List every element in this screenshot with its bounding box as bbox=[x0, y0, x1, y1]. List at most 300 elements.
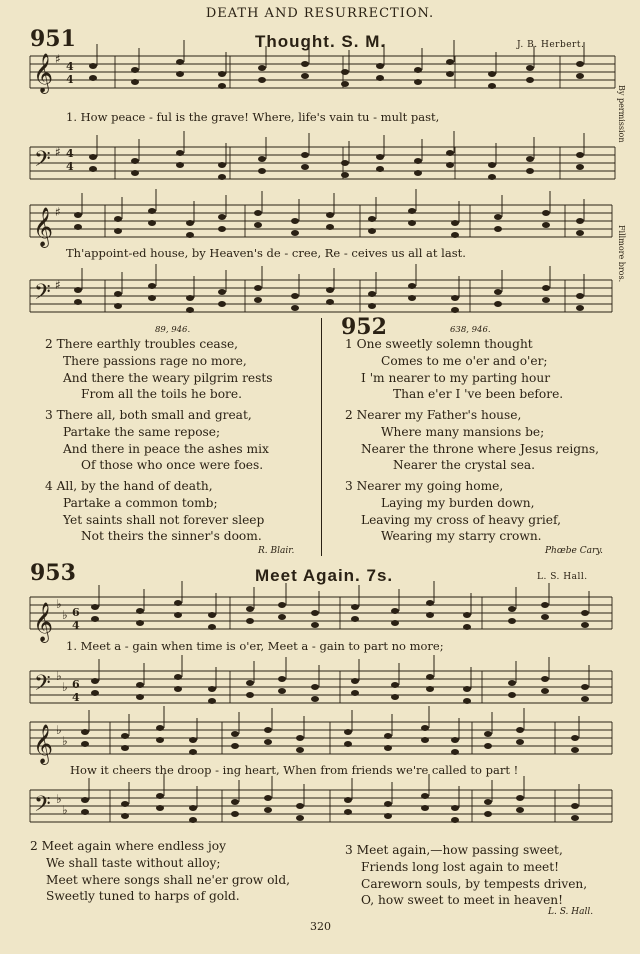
time-signature: 4 bbox=[72, 691, 80, 704]
note-head bbox=[136, 620, 144, 626]
note-head bbox=[488, 83, 496, 89]
note-head bbox=[463, 698, 471, 704]
note-head bbox=[148, 220, 156, 226]
verse-line: O, how sweet to meet in heaven! bbox=[361, 893, 564, 908]
note-head bbox=[451, 737, 459, 743]
note-head bbox=[89, 154, 97, 160]
time-signature: 6 bbox=[72, 606, 80, 619]
note-head bbox=[384, 733, 392, 739]
time-signature: 4 bbox=[66, 160, 74, 173]
hymn-951-title: Thought. S. M. bbox=[255, 32, 387, 51]
note-head bbox=[131, 158, 139, 164]
flat-icon: ♭ bbox=[56, 723, 62, 737]
note-head bbox=[581, 622, 589, 628]
note-head bbox=[463, 612, 471, 618]
hymn-952-attribution: Phœbe Cary. bbox=[545, 546, 604, 556]
note-head bbox=[341, 69, 349, 75]
note-head bbox=[484, 743, 492, 749]
note-head bbox=[296, 815, 304, 821]
hymn-952-number: 952 bbox=[341, 314, 387, 340]
verse-line: Partake a common tomb; bbox=[63, 495, 218, 510]
bass-clef-icon: 𝄢 bbox=[34, 792, 51, 822]
note-head bbox=[91, 616, 99, 622]
treble-clef-icon: 𝄞 bbox=[33, 53, 54, 93]
note-head bbox=[311, 622, 319, 628]
verse-line: Nearer the crystal sea. bbox=[393, 458, 536, 473]
note-head bbox=[136, 608, 144, 614]
note-head bbox=[81, 741, 89, 747]
note-head bbox=[246, 606, 254, 612]
note-head bbox=[581, 610, 589, 616]
note-head bbox=[451, 817, 459, 823]
note-head bbox=[344, 741, 352, 747]
note-head bbox=[414, 67, 422, 73]
note-head bbox=[176, 71, 184, 77]
note-head bbox=[176, 150, 184, 156]
note-head bbox=[344, 729, 352, 735]
sharp-icon: ♯ bbox=[55, 52, 61, 66]
note-head bbox=[218, 162, 226, 168]
note-head bbox=[526, 156, 534, 162]
note-head bbox=[581, 696, 589, 702]
note-head bbox=[186, 295, 194, 301]
staff-951-1-treble bbox=[30, 56, 615, 88]
hymn-953-attribution: L. S. Hall. bbox=[548, 907, 594, 917]
hymn-952-verse-2 bbox=[345, 407, 599, 474]
note-head bbox=[148, 295, 156, 301]
note-head bbox=[148, 208, 156, 214]
note-head bbox=[291, 293, 299, 299]
verse-line: There passions rage no more, bbox=[63, 353, 247, 368]
note-head bbox=[91, 678, 99, 684]
note-head bbox=[576, 152, 584, 158]
note-head bbox=[408, 208, 416, 214]
note-head bbox=[246, 618, 254, 624]
note-head bbox=[484, 799, 492, 805]
time-signature: 4 bbox=[66, 73, 74, 86]
note-head bbox=[446, 150, 454, 156]
note-head bbox=[121, 745, 129, 751]
note-head bbox=[426, 674, 434, 680]
note-head bbox=[218, 174, 226, 180]
note-head bbox=[264, 739, 272, 745]
note-head bbox=[542, 222, 550, 228]
hymn-953-lyric-1: 1. Meet a - gain when time is o'er, Meet a - gain to part no more; bbox=[66, 639, 444, 653]
time-signature: 4 bbox=[66, 147, 74, 160]
note-head bbox=[258, 156, 266, 162]
note-head bbox=[368, 228, 376, 234]
verse-line: Than e'er I 've been before. bbox=[393, 387, 564, 402]
note-head bbox=[81, 797, 89, 803]
hymn-951-ref: 89, 946. bbox=[155, 325, 191, 335]
note-head bbox=[541, 688, 549, 694]
note-head bbox=[581, 684, 589, 690]
note-head bbox=[264, 807, 272, 813]
note-head bbox=[258, 65, 266, 71]
hymn-951-verse-4 bbox=[45, 478, 264, 545]
note-head bbox=[311, 684, 319, 690]
staff-953-2-treble bbox=[30, 722, 612, 754]
hymn-953-composer: L. S. Hall. bbox=[537, 572, 588, 582]
note-head bbox=[526, 65, 534, 71]
note-head bbox=[576, 61, 584, 67]
note-head bbox=[541, 614, 549, 620]
note-head bbox=[231, 731, 239, 737]
note-head bbox=[291, 230, 299, 236]
note-head bbox=[508, 692, 516, 698]
verse-line: Where many mansions be; bbox=[381, 424, 545, 439]
note-head bbox=[391, 620, 399, 626]
bass-clef-icon: 𝄢 bbox=[34, 671, 51, 701]
note-head bbox=[301, 73, 309, 79]
note-head bbox=[254, 285, 262, 291]
note-head bbox=[576, 164, 584, 170]
time-signature: 4 bbox=[72, 619, 80, 632]
note-head bbox=[484, 811, 492, 817]
hymn-952-verse-3 bbox=[345, 478, 561, 545]
section-header: DEATH AND RESURRECTION. bbox=[205, 6, 435, 21]
note-head bbox=[368, 291, 376, 297]
note-head bbox=[542, 297, 550, 303]
note-head bbox=[488, 174, 496, 180]
note-head bbox=[351, 616, 359, 622]
note-head bbox=[376, 63, 384, 69]
note-head bbox=[368, 216, 376, 222]
note-head bbox=[291, 305, 299, 311]
hymn-951-verse-3 bbox=[45, 407, 269, 474]
note-head bbox=[174, 686, 182, 692]
note-head bbox=[384, 801, 392, 807]
note-head bbox=[174, 612, 182, 618]
flat-icon: ♭ bbox=[62, 608, 68, 622]
hymn-951-lyric-2: Th'appoint-ed house, by Heaven's de - cree, Re - ceives us all at last. bbox=[66, 246, 466, 260]
note-head bbox=[81, 809, 89, 815]
note-head bbox=[421, 737, 429, 743]
note-head bbox=[89, 166, 97, 172]
note-head bbox=[571, 747, 579, 753]
note-head bbox=[131, 79, 139, 85]
note-head bbox=[376, 154, 384, 160]
note-head bbox=[494, 301, 502, 307]
note-head bbox=[114, 303, 122, 309]
note-head bbox=[278, 614, 286, 620]
note-head bbox=[451, 295, 459, 301]
note-head bbox=[571, 815, 579, 821]
note-head bbox=[218, 226, 226, 232]
hymn-951-verse-2 bbox=[45, 336, 273, 403]
note-head bbox=[121, 733, 129, 739]
note-head bbox=[408, 220, 416, 226]
note-head bbox=[311, 696, 319, 702]
note-head bbox=[384, 745, 392, 751]
verse-line: 2 There earthly troubles cease, bbox=[45, 337, 239, 351]
note-head bbox=[494, 214, 502, 220]
note-head bbox=[414, 158, 422, 164]
note-head bbox=[426, 600, 434, 606]
note-head bbox=[326, 224, 334, 230]
verse-line: Of those who once were foes. bbox=[81, 458, 264, 473]
note-head bbox=[446, 162, 454, 168]
note-head bbox=[414, 79, 422, 85]
note-head bbox=[278, 676, 286, 682]
treble-clef-icon: 𝄞 bbox=[33, 207, 54, 247]
note-head bbox=[176, 162, 184, 168]
note-head bbox=[576, 218, 584, 224]
note-head bbox=[344, 797, 352, 803]
note-head bbox=[488, 71, 496, 77]
flat-icon: ♭ bbox=[62, 803, 68, 817]
note-head bbox=[301, 152, 309, 158]
note-head bbox=[494, 226, 502, 232]
note-head bbox=[384, 813, 392, 819]
verse-line: Leaving my cross of heavy grief, bbox=[361, 512, 561, 527]
verse-line: Friends long lost again to meet! bbox=[361, 859, 560, 874]
note-head bbox=[136, 682, 144, 688]
note-head bbox=[326, 287, 334, 293]
note-head bbox=[414, 170, 422, 176]
note-head bbox=[376, 75, 384, 81]
note-head bbox=[542, 285, 550, 291]
note-head bbox=[571, 735, 579, 741]
note-head bbox=[208, 624, 216, 630]
note-head bbox=[426, 612, 434, 618]
note-head bbox=[296, 747, 304, 753]
hymn-952-verse-1 bbox=[345, 336, 563, 403]
note-head bbox=[189, 805, 197, 811]
note-head bbox=[508, 606, 516, 612]
note-head bbox=[91, 690, 99, 696]
note-head bbox=[258, 77, 266, 83]
hymn-953-verse-2 bbox=[30, 838, 290, 905]
note-head bbox=[189, 737, 197, 743]
verse-line: Wearing my starry crown. bbox=[381, 529, 542, 544]
note-head bbox=[131, 67, 139, 73]
note-head bbox=[351, 690, 359, 696]
note-head bbox=[451, 220, 459, 226]
note-head bbox=[494, 289, 502, 295]
note-head bbox=[516, 739, 524, 745]
note-head bbox=[189, 817, 197, 823]
note-head bbox=[254, 297, 262, 303]
note-head bbox=[446, 59, 454, 65]
verse-line: Meet where songs shall ne'er grow old, bbox=[46, 872, 290, 887]
sharp-icon: ♯ bbox=[55, 278, 61, 292]
note-head bbox=[264, 795, 272, 801]
flat-icon: ♭ bbox=[56, 792, 62, 806]
staff-951-1-bass bbox=[30, 147, 615, 179]
note-head bbox=[218, 301, 226, 307]
note-head bbox=[218, 289, 226, 295]
note-head bbox=[341, 160, 349, 166]
note-head bbox=[186, 220, 194, 226]
staff-953-1-bass bbox=[30, 671, 612, 703]
note-head bbox=[264, 727, 272, 733]
hymn-951-attribution: R. Blair. bbox=[258, 546, 295, 556]
verse-line: Not theirs the sinner's doom. bbox=[81, 529, 262, 544]
verse-line: 3 There all, both small and great, bbox=[45, 408, 252, 422]
note-head bbox=[301, 164, 309, 170]
hymn-953-number: 953 bbox=[30, 560, 76, 586]
note-head bbox=[421, 725, 429, 731]
note-head bbox=[408, 295, 416, 301]
permission-note: By permission bbox=[617, 85, 626, 143]
verse-line: Laying my burden down, bbox=[381, 495, 535, 510]
time-signature: 6 bbox=[72, 678, 80, 691]
column-divider bbox=[321, 318, 322, 556]
note-head bbox=[451, 805, 459, 811]
note-head bbox=[541, 602, 549, 608]
note-head bbox=[351, 604, 359, 610]
verse-line: We shall taste without alloy; bbox=[46, 855, 221, 870]
note-head bbox=[176, 59, 184, 65]
note-head bbox=[341, 81, 349, 87]
note-head bbox=[516, 795, 524, 801]
note-head bbox=[421, 805, 429, 811]
hymn-951-composer: J. B. Herbert. bbox=[517, 40, 585, 50]
note-head bbox=[114, 228, 122, 234]
verse-line: 2 Meet again where endless joy bbox=[30, 839, 227, 853]
note-head bbox=[341, 172, 349, 178]
treble-clef-icon: 𝄞 bbox=[33, 602, 54, 642]
note-head bbox=[231, 799, 239, 805]
hymn-953-title: Meet Again. 7s. bbox=[255, 566, 394, 585]
note-head bbox=[376, 166, 384, 172]
hymn-953-verse-3 bbox=[345, 842, 587, 909]
note-head bbox=[278, 602, 286, 608]
note-head bbox=[121, 801, 129, 807]
note-head bbox=[246, 680, 254, 686]
verse-line: Careworn souls, by tempests driven, bbox=[361, 876, 588, 891]
note-head bbox=[516, 807, 524, 813]
verse-line: And there the weary pilgrim rests bbox=[63, 370, 273, 385]
verse-line: I 'm nearer to my parting hour bbox=[361, 370, 551, 385]
note-head bbox=[114, 291, 122, 297]
verse-line: 3 Nearer my going home, bbox=[345, 479, 504, 493]
note-head bbox=[148, 283, 156, 289]
note-head bbox=[174, 674, 182, 680]
time-signature: 4 bbox=[66, 60, 74, 73]
treble-clef-icon: 𝄞 bbox=[33, 724, 54, 764]
note-head bbox=[576, 305, 584, 311]
note-head bbox=[114, 216, 122, 222]
note-head bbox=[156, 805, 164, 811]
note-head bbox=[576, 73, 584, 79]
note-head bbox=[391, 682, 399, 688]
note-head bbox=[131, 170, 139, 176]
note-head bbox=[463, 686, 471, 692]
note-head bbox=[186, 307, 194, 313]
sharp-icon: ♯ bbox=[55, 205, 61, 219]
verse-line: Sweetly tuned to harps of gold. bbox=[46, 889, 240, 904]
note-head bbox=[136, 694, 144, 700]
note-head bbox=[526, 77, 534, 83]
note-head bbox=[446, 71, 454, 77]
note-head bbox=[208, 698, 216, 704]
verse-line: 2 Nearer my Father's house, bbox=[345, 408, 522, 422]
note-head bbox=[326, 299, 334, 305]
note-head bbox=[231, 743, 239, 749]
note-head bbox=[254, 210, 262, 216]
note-head bbox=[542, 210, 550, 216]
note-head bbox=[156, 737, 164, 743]
note-head bbox=[156, 793, 164, 799]
bass-clef-icon: 𝄢 bbox=[34, 147, 51, 177]
note-head bbox=[218, 83, 226, 89]
note-head bbox=[391, 608, 399, 614]
note-head bbox=[508, 618, 516, 624]
note-head bbox=[189, 749, 197, 755]
note-head bbox=[208, 686, 216, 692]
note-head bbox=[174, 600, 182, 606]
flat-icon: ♭ bbox=[62, 734, 68, 748]
note-head bbox=[186, 232, 194, 238]
note-head bbox=[451, 749, 459, 755]
hymn-951-lyric-1: 1. How peace - ful is the grave! Where, life's vain tu - mult past, bbox=[66, 110, 440, 124]
verse-line: Comes to me o'er and o'er; bbox=[381, 353, 548, 368]
staff-953-2-bass bbox=[30, 790, 612, 822]
note-head bbox=[231, 811, 239, 817]
note-head bbox=[91, 604, 99, 610]
hymn-952-ref: 638, 946. bbox=[450, 325, 491, 335]
note-head bbox=[74, 299, 82, 305]
note-head bbox=[351, 678, 359, 684]
verse-line: 4 All, by the hand of death, bbox=[45, 479, 213, 493]
note-head bbox=[426, 686, 434, 692]
note-head bbox=[156, 725, 164, 731]
hymn-951-number: 951 bbox=[30, 26, 76, 52]
note-head bbox=[278, 688, 286, 694]
flat-icon: ♭ bbox=[62, 680, 68, 694]
verse-line: And there in peace the ashes mix bbox=[63, 441, 269, 456]
sharp-icon: ♯ bbox=[55, 145, 61, 159]
hymn-953-lyric-2: How it cheers the droop - ing heart, When from friends we're called to part ! bbox=[70, 763, 519, 777]
page-number: 320 bbox=[310, 920, 331, 933]
note-head bbox=[74, 287, 82, 293]
publisher-note: Fillmore bros. bbox=[617, 225, 626, 283]
staff-953-1-treble bbox=[30, 597, 612, 629]
note-head bbox=[301, 61, 309, 67]
note-head bbox=[121, 813, 129, 819]
note-head bbox=[254, 222, 262, 228]
verse-line: 1 One sweetly solemn thought bbox=[345, 337, 533, 351]
flat-icon: ♭ bbox=[56, 597, 62, 611]
note-head bbox=[451, 232, 459, 238]
note-head bbox=[326, 212, 334, 218]
note-head bbox=[258, 168, 266, 174]
note-head bbox=[541, 676, 549, 682]
note-head bbox=[296, 803, 304, 809]
flat-icon: ♭ bbox=[56, 669, 62, 683]
verse-line: Nearer the throne where Jesus reigns, bbox=[361, 441, 600, 456]
verse-line: From all the toils he bore. bbox=[81, 387, 242, 402]
note-head bbox=[208, 612, 216, 618]
note-head bbox=[344, 809, 352, 815]
verse-line: Yet saints shall not forever sleep bbox=[63, 512, 265, 527]
note-head bbox=[89, 75, 97, 81]
note-head bbox=[421, 793, 429, 799]
note-head bbox=[218, 71, 226, 77]
note-head bbox=[246, 692, 254, 698]
note-head bbox=[463, 624, 471, 630]
note-head bbox=[508, 680, 516, 686]
note-head bbox=[484, 731, 492, 737]
note-head bbox=[571, 803, 579, 809]
verse-line: Partake the same repose; bbox=[63, 424, 221, 439]
note-head bbox=[488, 162, 496, 168]
verse-line: 3 Meet again,—how passing sweet, bbox=[345, 843, 563, 857]
bass-clef-icon: 𝄢 bbox=[34, 280, 51, 310]
note-head bbox=[576, 293, 584, 299]
